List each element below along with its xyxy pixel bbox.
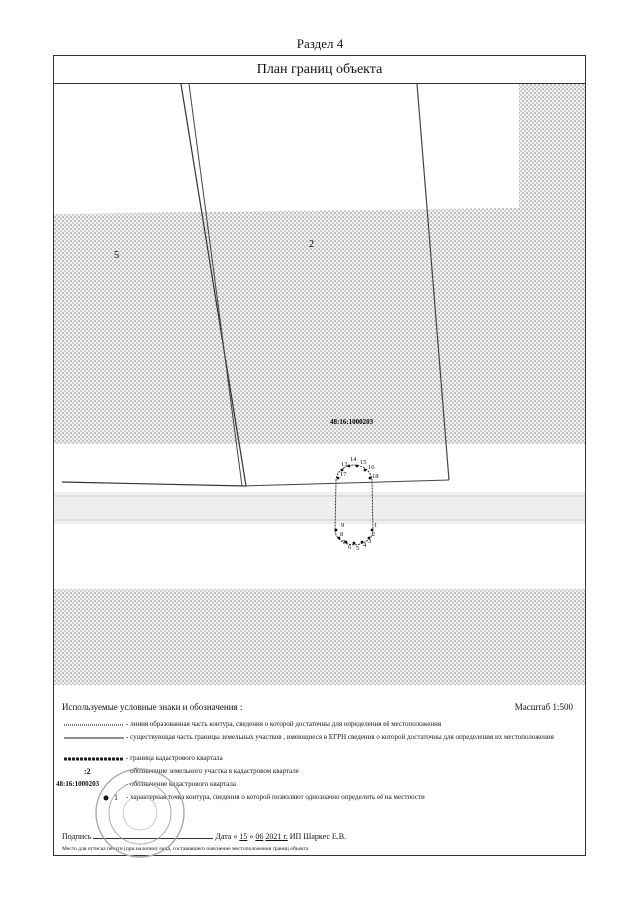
seal-note: Место для оттиска печати (при наличии) лица, составившего пояснение местоположения границ объекта (62, 846, 309, 852)
date-month: 06 (255, 832, 264, 841)
signature-label: Подпись (62, 832, 92, 841)
point-label: 1 (374, 522, 378, 529)
legend-dotted-line-symbol (64, 720, 124, 730)
section-title: Раздел 4 (296, 36, 344, 51)
legend-text: - линия образованная часть контура, сведения о которой достаточны для определения её местоположения (126, 720, 442, 728)
legend-text: - граница кадастрового квартала (126, 754, 223, 762)
point-label: 6 (348, 544, 352, 551)
legend-text: - обозначение кадастрового квартала (126, 780, 237, 788)
boundary-map (54, 84, 585, 696)
hatched-area-upper (54, 208, 519, 444)
signature-line: Подпись Дата « 15 » 06 2021 г. ИП Шаркес Е.В. (62, 832, 347, 841)
date-label: Дата (215, 832, 232, 841)
seal-stamp-icon (92, 765, 188, 861)
legend-symbol: 48:16:1000203 (56, 780, 100, 788)
point-label: 2 (372, 531, 376, 538)
point-label: 18 (372, 473, 379, 480)
point-label: 4 (363, 542, 367, 549)
hatched-area-lower (54, 589, 585, 685)
plan-frame (53, 55, 586, 856)
point-label: 16 (368, 464, 375, 471)
road-band (54, 492, 585, 524)
point-label: 15 (360, 459, 367, 466)
parcel-label-5: 5 (114, 250, 119, 261)
legend-text: - существующая часть границы земельных участков , имеющиеся в ЕГРН сведения о которой достаточны для определения их местоположения (126, 733, 554, 741)
plan-title: План границ объекта (54, 56, 585, 84)
date-day: 15 (239, 832, 248, 841)
point-label: 3 (368, 538, 372, 545)
legend-symbol: :2 (84, 767, 91, 776)
point-label: 9 (341, 522, 345, 529)
parcel-label-2: 2 (309, 239, 314, 250)
quarter-label: 48:16:1000203 (330, 418, 374, 426)
legend-text: - характерная точка контура, сведения о которой позволяют однозначно определить её на местности (126, 793, 425, 801)
legend-title: Используемые условные знаки и обозначения : (62, 702, 243, 712)
point-label: 8 (340, 531, 344, 538)
scale-label: Масштаб 1:500 (514, 702, 573, 712)
legend-text: - обозначение земельного участка в кадастровом квартале (126, 767, 299, 775)
legend-solid-line-symbol (64, 733, 124, 743)
hatched-strip-right (519, 84, 585, 444)
point-label: 5 (356, 545, 360, 552)
parcel-base-line (242, 480, 449, 486)
point-label: 13 (341, 461, 348, 468)
point-label: 14 (350, 456, 357, 463)
point-label: 7 (342, 539, 346, 546)
legend-symbol: 1 (114, 793, 118, 802)
signer-name: ИП Шаркес Е.В. (289, 832, 347, 841)
point-label: 17 (340, 471, 347, 478)
legend-bold-line-symbol (64, 754, 124, 764)
date-year: 2021 г. (265, 832, 288, 841)
